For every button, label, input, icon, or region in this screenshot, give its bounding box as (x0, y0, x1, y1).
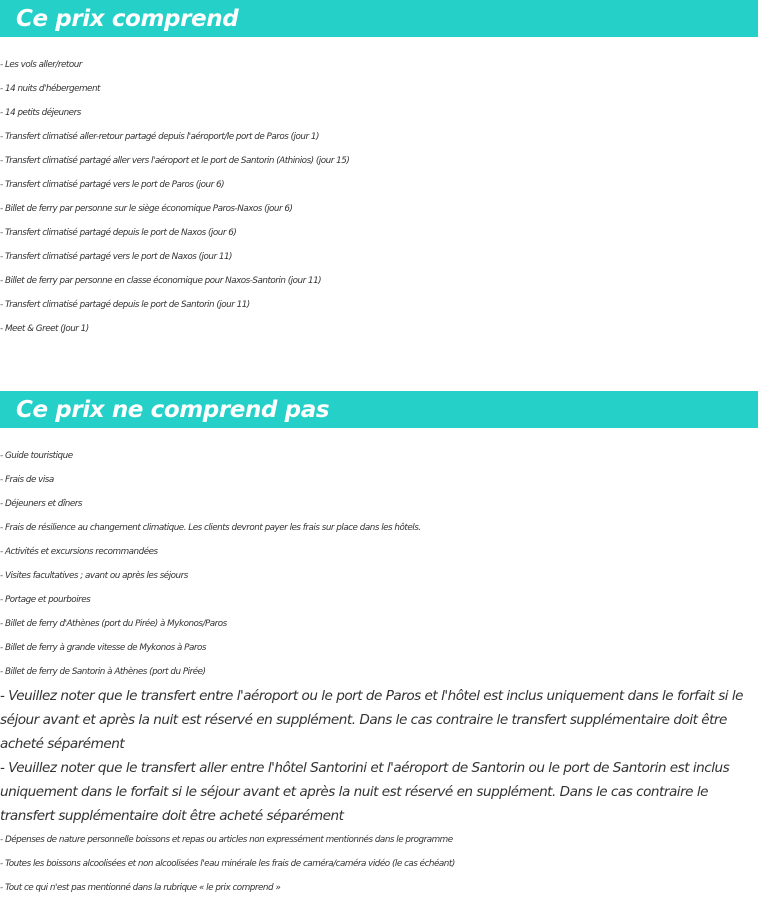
list-item: - Portage et pourboires (0, 595, 91, 605)
list-item: - Toutes les boissons alcoolisées et non alcoolisées l'eau minérale les frais de caméra/caméra vidéo (le cas échéant) (0, 859, 455, 869)
list-item: - Meet & Greet (Jour 1) (0, 324, 89, 334)
list-item: - Visites facultatives ; avant ou après les séjours (0, 571, 188, 581)
price-includes-list (0, 53, 758, 341)
list-item: - Transfert climatisé aller-retour partagé depuis l'aéroport/le port de Paros (jour 1) (0, 132, 319, 142)
list-item: - Billet de ferry par personne sur le siège économique Paros-Naxos (jour 6) (0, 204, 293, 214)
list-item: - Déjeuners et dîners (0, 499, 82, 509)
list-item: - Billet de ferry à grande vitesse de Mykonos à Paros (0, 643, 206, 653)
list-item: - Transfert climatisé partagé vers le port de Naxos (jour 11) (0, 252, 232, 262)
list-item: - Tout ce qui n'est pas mentionné dans la rubrique « le prix comprend » (0, 883, 281, 893)
list-item: - Guide touristique (0, 451, 73, 461)
price-excludes-list (0, 444, 758, 900)
price-excludes-title: Ce prix ne comprend pas (16, 396, 330, 423)
price-includes-header (0, 0, 758, 37)
list-item: - Transfert climatisé partagé depuis le port de Naxos (jour 6) (0, 228, 237, 238)
price-excludes-header (0, 391, 758, 428)
list-item: - Dépenses de nature personnelle boissons et repas ou articles non expressément mentionnés dans le programme (0, 835, 453, 845)
list-item: - Veuillez noter que le transfert entre l'aéroport ou le port de Paros et l'hôtel est inclus uniquement dans le forfait si le séjour avant et après la nuit est réservé en supplément. Dans le cas contraire le transfert supplémentaire doit être acheté séparément (0, 688, 744, 752)
list-item: - Billet de ferry d'Athènes (port du Pirée) à Mykonos/Paros (0, 619, 227, 629)
list-item: - Billet de ferry de Santorin à Athènes (port du Pirée) (0, 667, 206, 677)
price-includes-title: Ce prix comprend (16, 5, 239, 32)
list-item: - Les vols aller/retour (0, 60, 82, 70)
list-item: - 14 petits déjeuners (0, 108, 81, 118)
list-item: - Transfert climatisé partagé vers le port de Paros (jour 6) (0, 180, 225, 190)
list-item: - Frais de visa (0, 475, 54, 485)
list-item: - Activités et excursions recommandées (0, 547, 158, 557)
list-item: - Frais de résilience au changement climatique. Les clients devront payer les frais sur place dans les hôtels. (0, 523, 421, 533)
list-item: - 14 nuits d'hébergement (0, 84, 100, 94)
list-item: - Billet de ferry par personne en classe économique pour Naxos-Santorin (jour 11) (0, 276, 322, 286)
list-item: - Veuillez noter que le transfert aller entre l'hôtel Santorini et l'aéroport de Santorin ou le port de Santorin est inclus uniquement dans le forfait si le séjour avant et après la nuit est réservé en supplément. Dans le cas contraire le transfert supplémentaire doit être acheté séparément (0, 760, 730, 824)
list-item: - Transfert climatisé partagé aller vers l'aéroport et le port de Santorin (Athinios) (jour 15) (0, 156, 350, 166)
list-item: - Transfert climatisé partagé depuis le port de Santorin (jour 11) (0, 300, 250, 310)
